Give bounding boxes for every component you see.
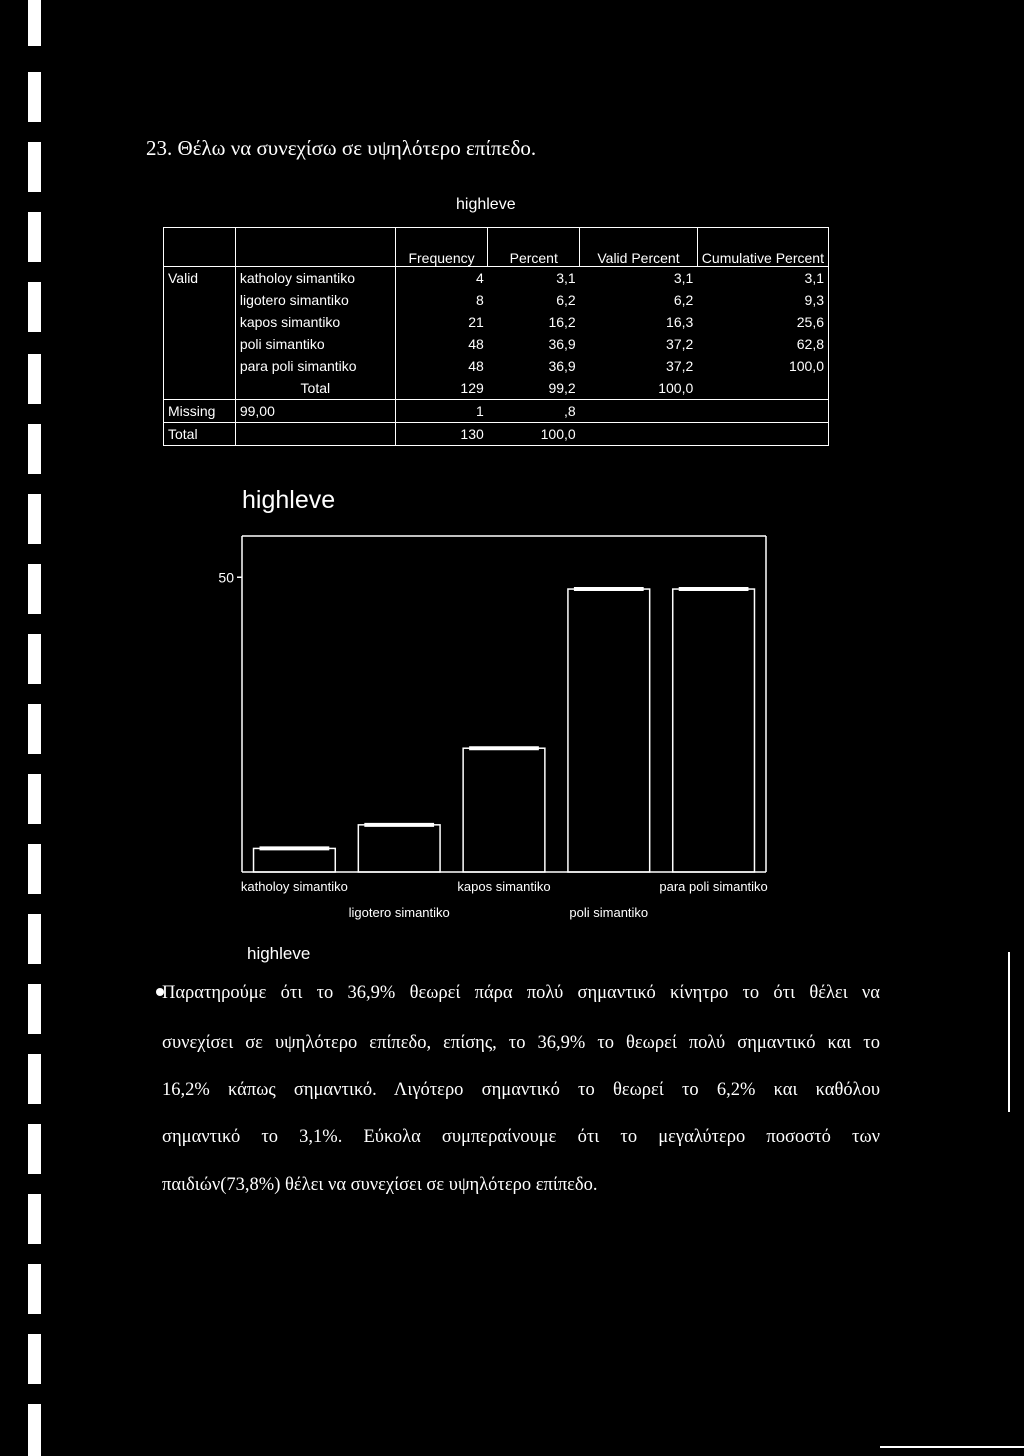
header-cumulative-percent: Cumulative Percent	[697, 228, 828, 267]
row-valid-percent: 100,0	[658, 380, 694, 396]
row-frequency: 129	[395, 377, 487, 400]
row-cumulative: 9,3	[697, 289, 828, 311]
row-label: poli simantiko	[239, 336, 325, 352]
x-tick-label: para poli simantiko	[659, 879, 768, 894]
row-cumulative: 3,1	[697, 267, 828, 290]
bar	[254, 848, 336, 872]
paragraph-line: 16,2% κάπως σημαντικό. Λιγότερο σημαντικό το θεωρεί το 6,2% και καθόλου	[162, 1080, 880, 1100]
question-heading: 23. Θέλω να συνεχίσω σε υψηλότερο επίπεδο.	[146, 136, 537, 160]
header-frequency: Frequency	[395, 228, 487, 267]
x-tick-label: ligotero simantiko	[348, 905, 450, 920]
row-label: 99,00	[235, 400, 395, 423]
row-percent: 6,2	[556, 292, 576, 308]
table-title: highleve	[456, 196, 516, 213]
paragraph-line: σημαντικό το 3,1%. Εύκολα συμπεραίνουμε ότι το μεγαλύτερο ποσοστό των	[162, 1127, 880, 1147]
scan-edge-mark	[880, 1446, 1024, 1448]
row-frequency: 48	[395, 333, 487, 355]
row-percent: 36,9	[548, 336, 576, 352]
paragraph-line: συνεχίσει σε υψηλότερο επίπεδο, επίσης, το 36,9% το θεωρεί πολύ σημαντικό και το	[162, 1033, 880, 1053]
row-cumulative: 25,6	[697, 311, 828, 333]
bar	[463, 748, 545, 872]
row-percent: 36,9	[548, 358, 576, 374]
row-label: kapos simantiko	[239, 314, 341, 330]
row-valid-percent: 3,1	[673, 270, 694, 286]
x-tick-label: katholoy simantiko	[240, 879, 348, 894]
row-valid-percent: 37,2	[666, 336, 694, 352]
row-percent: 3,1	[556, 270, 576, 286]
chart-xlabel: highleve	[247, 944, 311, 963]
row-valid-percent: 37,2	[666, 358, 694, 374]
scan-edge-mark	[1008, 952, 1010, 1112]
row-frequency: 1	[395, 400, 487, 423]
bar	[358, 825, 440, 872]
row-percent: 100,0	[488, 423, 580, 446]
row-frequency: 48	[395, 355, 487, 377]
x-tick-label: poli simantiko	[569, 905, 649, 920]
row-cumulative: 100,0	[697, 355, 828, 377]
row-frequency: 130	[395, 423, 487, 446]
chart-title: highleve	[242, 486, 336, 514]
row-label: katholoy simantiko	[239, 270, 356, 286]
header-valid-percent: Valid Percent	[580, 228, 698, 267]
row-group: Total	[164, 423, 236, 446]
bar	[673, 589, 755, 872]
bar	[568, 589, 650, 872]
row-group: Missing	[164, 400, 236, 423]
row-label: ligotero simantiko	[239, 292, 349, 308]
header-percent: Percent	[488, 228, 580, 267]
row-label: para poli simantiko	[239, 358, 357, 374]
row-valid-percent: 16,3	[666, 314, 694, 330]
x-tick-label: kapos simantiko	[457, 879, 551, 894]
paragraph-line: παιδιών(73,8%) θέλει να συνεχίσει σε υψηλότερο επίπεδο.	[162, 1175, 598, 1195]
row-valid-percent: 6,2	[673, 292, 694, 308]
row-label: Total	[300, 380, 331, 396]
row-group: Valid	[164, 267, 236, 290]
row-frequency: 4	[395, 267, 487, 290]
paragraph-line: Παρατηρούμε ότι το 36,9% θεωρεί πάρα πολύ σημαντικό κίνητρο το ότι θέλει να	[162, 983, 880, 1003]
row-cumulative: 62,8	[697, 333, 828, 355]
y-tick-label: 50	[218, 569, 234, 586]
row-percent: 16,2	[548, 314, 576, 330]
row-frequency: 21	[395, 311, 487, 333]
row-percent: ,8	[488, 400, 580, 423]
row-frequency: 8	[395, 289, 487, 311]
row-percent: 99,2	[548, 380, 576, 396]
